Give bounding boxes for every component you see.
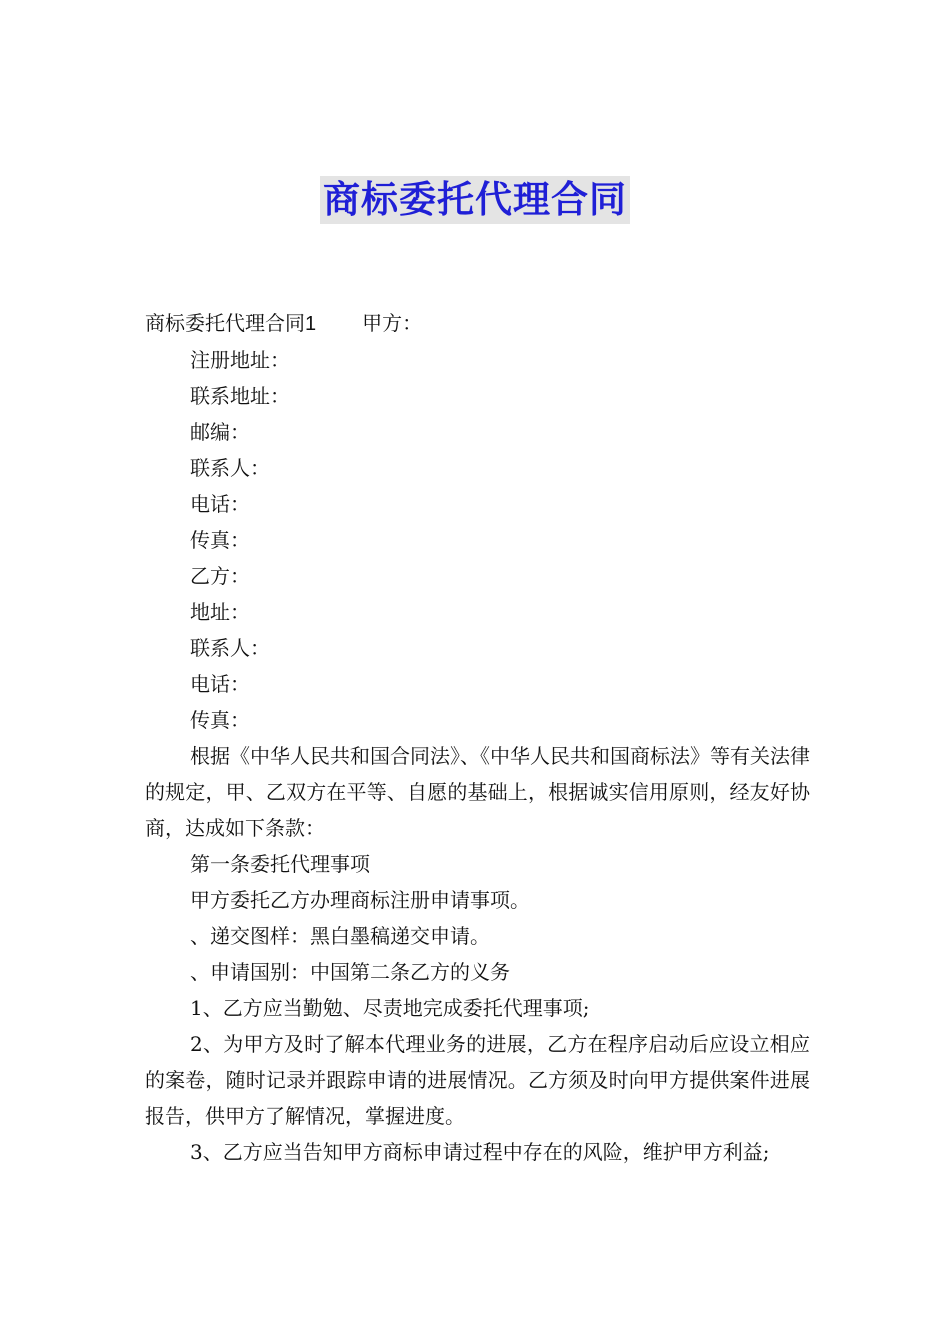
paragraph: 传真： — [190, 708, 250, 732]
paragraph: 联系人： — [190, 456, 270, 480]
party-a-label: 甲方： — [362, 311, 423, 335]
paragraph: 、申请国别：中国第二条乙方的义务 — [190, 960, 510, 984]
document-body — [145, 305, 810, 1170]
paragraph: 注册地址： — [190, 348, 290, 372]
paragraph: 电话： — [190, 492, 250, 516]
paragraph: 、递交图样：黑白墨稿递交申请。 — [190, 924, 490, 948]
paragraph: 甲方委托乙方办理商标注册申请事项。 — [190, 888, 530, 912]
paragraph: 根据《中华人民共和国合同法》、《中华人民共和国商标法》等有关法律的规定，甲、乙双方在平等、自愿的基础上，根据诚实信用原则，经友好协商，达成如下条款： — [145, 744, 810, 840]
paragraph: 联系人： — [190, 636, 270, 660]
contract-heading: 商标委托代理合同 — [145, 311, 305, 335]
paragraph: 联系地址： — [190, 384, 290, 408]
paragraph: 1、乙方应当勤勉、尽责地完成委托代理事项; — [190, 996, 590, 1020]
paragraph: 2、为甲方及时了解本代理业务的进展，乙方在程序启动后应设立相应的案卷，随时记录并跟踪申请的进展情况。乙方须及时向甲方提供案件进展报告，供甲方了解情况，掌握进度。 — [145, 1032, 810, 1128]
paragraph: 第一条委托代理事项 — [190, 852, 370, 876]
paragraph: 电话： — [190, 672, 250, 696]
paragraph: 邮编： — [190, 420, 250, 444]
title-container — [0, 176, 950, 224]
paragraph: 地址： — [190, 600, 250, 624]
paragraph: 乙方： — [190, 564, 250, 588]
paragraph: 传真： — [190, 528, 250, 552]
paragraph: 3、乙方应当告知甲方商标申请过程中存在的风险，维护甲方利益; — [190, 1140, 770, 1164]
document-title: 商标委托代理合同 — [320, 176, 630, 224]
first-line — [145, 305, 810, 342]
contract-number: 1 — [305, 313, 317, 335]
